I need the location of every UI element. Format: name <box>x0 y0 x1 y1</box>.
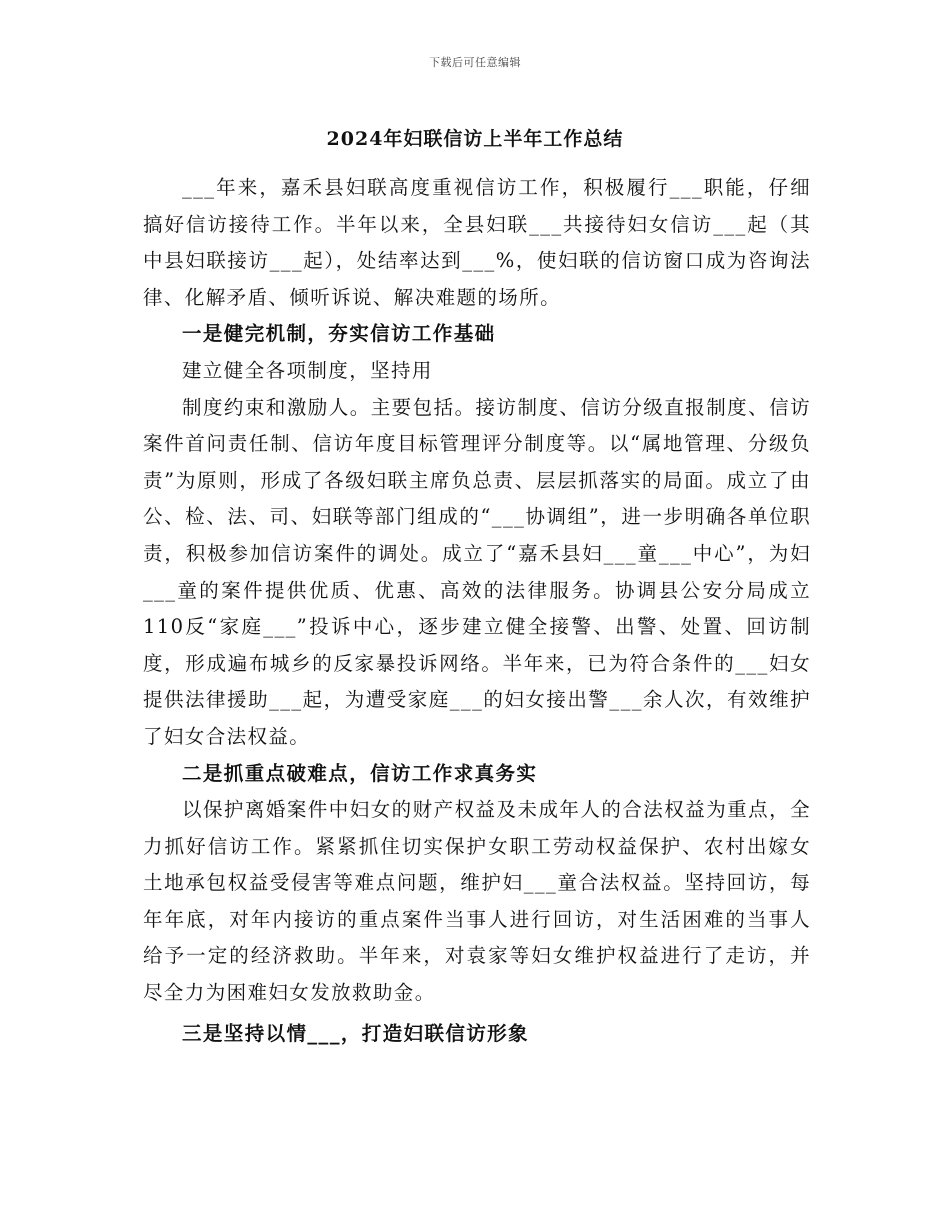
paragraph-section-1-lead: 建立健全各项制度，坚持用 <box>182 358 433 382</box>
paragraph-section-2-body: 以保护离婚案件中妇女的财产权益及未成年人的合法权益为重点，全力抓好信访工作。紧紧抓住切实保护女职工劳动权益保护、农村出嫁女土地承包权益受侵害等难点问题，维护妇___童合法权益。坚持回访，每年年底，对年内接访的重点案件当事人进行回访，对生活困难的当事人给予一定的经济救助。半年来，对袁家等妇女维护权益进行了走访，并尽全力为困难妇女发放救助金。 <box>143 798 811 1005</box>
page-header: 下载后可任意编辑 <box>429 56 521 69</box>
paragraph-intro: ___年来，嘉禾县妇联高度重视信访工作，积极履行___职能，仔细搞好信访接待工作。半年以来，全县妇联___共接待妇女信访___起（其中县妇联接访___起），处结率达到___%，使妇联的信访窗口成为咨询法律、化解矛盾、倾听诉说、解决难题的场所。 <box>143 176 811 309</box>
document-title: 2024年妇联信访上半年工作总结 <box>326 128 624 150</box>
section-heading-2: 二是抓重点破难点，信访工作求真务实 <box>182 761 538 785</box>
paragraph-section-1-body: 制度约束和激励人。主要包括。接访制度、信访分级直报制度、信访案件首问责任制、信访年度目标管理评分制度等。以“属地管理、分级负责”为原则，形成了各级妇联主席负总责、层层抓落实的局面。成立了由公、检、法、司、妇联等部门组成的“___协调组”，进一步明确各单位职责，积极参加信访案件的调处。成立了“嘉禾县妇___童___中心”，为妇___童的案件提供优质、优惠、高效的法律服务。协调县公安分局成立110反“家庭___”投诉中心，逐步建立健全接警、出警、处置、回访制度，形成遍布城乡的反家暴投诉网络。半年来，已为符合条件的___妇女提供法律援助___起，为遭受家庭___的妇女接出警___余人次，有效维护了妇女合法权益。 <box>143 395 811 748</box>
document-body <box>143 170 811 1052</box>
section-heading-1: 一是健完机制，夯实信访工作基础 <box>182 322 496 346</box>
section-heading-3: 三是坚持以情___，打造妇联信访形象 <box>182 1021 529 1045</box>
